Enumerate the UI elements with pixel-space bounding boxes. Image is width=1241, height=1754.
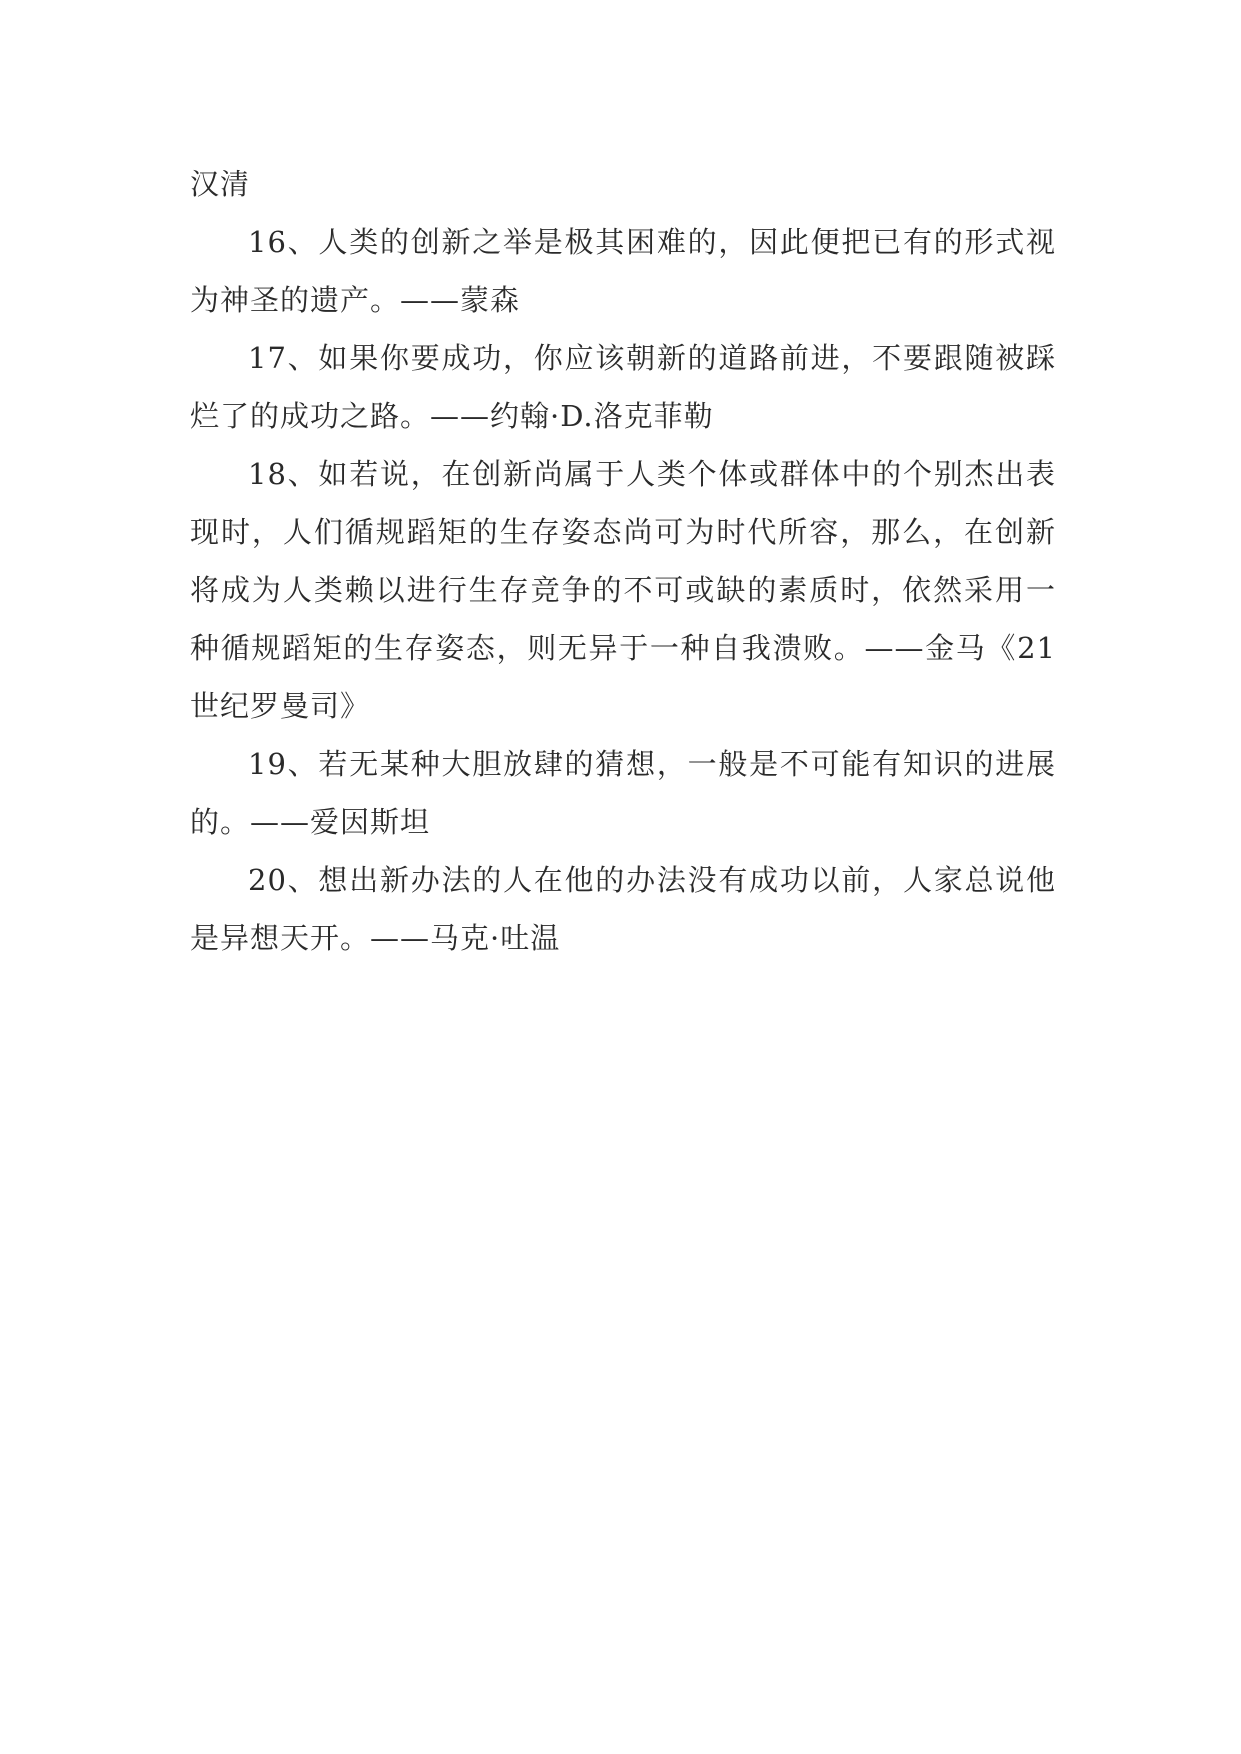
- quote-paragraph-20: 20、想出新办法的人在他的办法没有成功以前，人家总说他是异想天开。——马克·吐温: [190, 863, 1056, 955]
- quote-paragraph-19: 19、若无某种大胆放肆的猜想，一般是不可能有知识的进展的。——爱因斯坦: [190, 747, 1056, 839]
- quote-paragraph-17: 17、如果你要成功，你应该朝新的道路前进，不要跟随被踩烂了的成功之路。——约翰·D.洛克菲勒: [190, 341, 1056, 433]
- quote-paragraph-16: 16、人类的创新之举是极其困难的，因此便把已有的形式视为神圣的遗产。——蒙森: [190, 225, 1056, 317]
- document-body: [190, 155, 1056, 967]
- paragraph-continuation: 汉清: [190, 167, 251, 201]
- quote-paragraph-18: 18、如若说，在创新尚属于人类个体或群体中的个别杰出表现时，人们循规蹈矩的生存姿态尚可为时代所容，那么，在创新将成为人类赖以进行生存竞争的不可或缺的素质时，依然采用一种循规蹈矩的生存姿态，则无异于一种自我溃败。——金马《21世纪罗曼司》: [190, 457, 1056, 723]
